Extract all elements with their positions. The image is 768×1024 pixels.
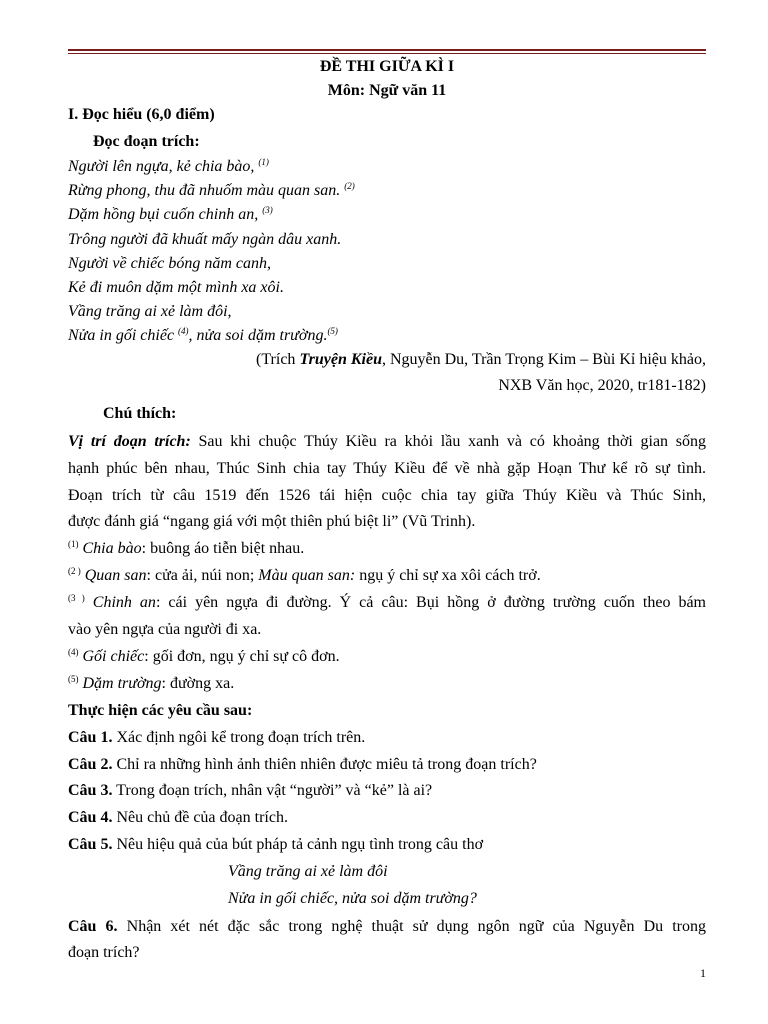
source-citation-cont: NXB Văn học, 2020, tr181-182) bbox=[498, 377, 706, 394]
poem-line: Nửa in gối chiếc $^{(4)}$, nửa soi dặm trường.$^{(5)}$ bbox=[68, 326, 338, 344]
section-heading: I. Đọc hiểu (6,0 điểm) bbox=[68, 106, 215, 123]
footnote-2: $^{(2 )}$ Quan san: cửa ải, núi non; Màu quan san: ngụ ý chỉ sự xa xôi cách trở. bbox=[68, 566, 541, 584]
question-5-verse-2: Nửa in gối chiếc, nửa soi dặm trường? bbox=[228, 890, 477, 907]
footnote-3: $^{(3 )}$ Chinh an: cái yên ngựa đi đường. Ý cả câu: Bụi hồng ở đường trường cuốn theo bám bbox=[68, 593, 707, 611]
question-3: Câu 3. Trong đoạn trích, nhân vật “người” và “kẻ” là ai? bbox=[68, 782, 433, 799]
question-4: Câu 4. Nêu chủ đề của đoạn trích. bbox=[68, 809, 288, 826]
exam-title: ĐỀ THI GIỮA KÌ I bbox=[319, 58, 455, 75]
poem-line: Kẻ đi muôn dặm một mình xa xôi. bbox=[68, 279, 284, 296]
question-6: Câu 6. Nhận xét nét đặc sắc trong nghệ thuật sử dụng ngôn ngữ của Nguyễn Du trong bbox=[68, 918, 706, 935]
question-2: Câu 2. Chỉ ra những hình ảnh thiên nhiên được miêu tả trong đoạn trích? bbox=[68, 756, 537, 773]
footnote-4: $^{(4)}$ Gối chiếc: gối đơn, ngụ ý chỉ sự cô đơn. bbox=[68, 647, 340, 665]
poem-line: Vầng trăng ai xẻ làm đôi, bbox=[68, 303, 232, 320]
notes-heading: Chú thích: bbox=[103, 405, 177, 422]
poem-line: Người về chiếc bóng năm canh, bbox=[68, 255, 271, 272]
poem-line: Trông người đã khuất mấy ngàn dâu xanh. bbox=[68, 231, 342, 248]
page-number: 1 bbox=[700, 966, 706, 980]
footnote-1: $^{(1)}$ Chia bào: buông áo tiễn biệt nhau. bbox=[68, 539, 305, 557]
position-note: hạnh phúc bên nhau, Thúc Sinh chia tay Thúy Kiều để về nhà gặp Hoạn Thư kể rõ sự tình. bbox=[68, 460, 706, 477]
question-5-verse-1: Vầng trăng ai xẻ làm đôi bbox=[228, 863, 388, 880]
header-rule-thick bbox=[68, 49, 706, 51]
position-note: được đánh giá “ngang giá với một thiên phú biệt li” (Vũ Trinh). bbox=[68, 513, 476, 530]
poem-line: Người lên ngựa, kẻ chia bào, $^{(1)}$ bbox=[68, 157, 269, 175]
reading-subheading: Đọc đoạn trích: bbox=[93, 133, 200, 150]
poem-line: Rừng phong, thu đã nhuốm màu quan san. $^{(2)}$ bbox=[68, 181, 355, 199]
question-1: Câu 1. Xác định ngôi kể trong đoạn trích trên. bbox=[68, 729, 366, 746]
footnote-3-cont: vào yên ngựa của người đi xa. bbox=[68, 621, 262, 638]
position-note: Đoạn trích từ câu 1519 đến 1526 tái hiện cuộc chia tay giữa Thúy Kiều và Thúc Sinh, bbox=[68, 487, 706, 504]
tasks-heading: Thực hiện các yêu cầu sau: bbox=[68, 702, 253, 719]
footnote-5: $^{(5)}$ Dặm trường: đường xa. bbox=[68, 674, 235, 692]
question-5: Câu 5. Nêu hiệu quả của bút pháp tả cảnh ngụ tình trong câu thơ bbox=[68, 836, 484, 853]
position-note: Vị trí đoạn trích: Sau khi chuộc Thúy Kiều ra khỏi lầu xanh và có khoảng thời gian sống bbox=[68, 433, 707, 450]
question-6-cont: đoạn trích? bbox=[68, 944, 140, 961]
source-citation: (Trích Truyện Kiều, Nguyễn Du, Trần Trọng Kim – Bùi Kỉ hiệu khảo, bbox=[256, 351, 706, 368]
poem-line: Dặm hồng bụi cuốn chinh an, $^{(3)}$ bbox=[68, 205, 273, 223]
exam-subject: Môn: Ngữ văn 11 bbox=[327, 82, 447, 99]
header-rule-thin bbox=[68, 53, 706, 54]
